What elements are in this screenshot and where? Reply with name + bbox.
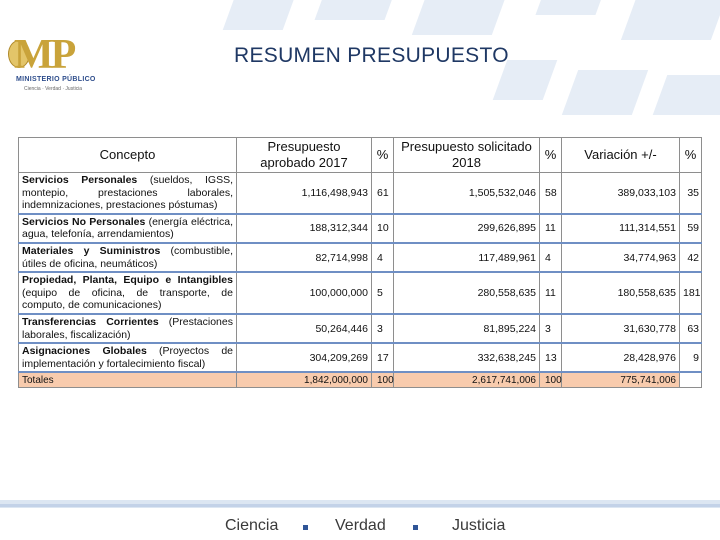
pct-solicitado-cell: 11 — [540, 272, 562, 314]
budget-table-container — [18, 137, 701, 388]
table-row — [19, 243, 702, 272]
concepto-name: Asignaciones Globales — [22, 345, 147, 358]
variacion-cell: 34,774,963 — [562, 243, 680, 272]
variacion-cell: 180,558,635 — [562, 272, 680, 314]
totals-label: Totales — [19, 372, 237, 388]
concepto-cell — [19, 272, 237, 314]
variacion-cell: 111,314,551 — [562, 214, 680, 243]
aprobado-cell: 1,116,498,943 — [237, 173, 372, 214]
col-header-pct-variacion: % — [680, 138, 702, 173]
table-row — [19, 314, 702, 343]
aprobado-cell: 50,264,446 — [237, 314, 372, 343]
concepto-detail: (energía eléctrica, agua, telefonía, arrendamientos) — [22, 215, 233, 241]
concepto-detail: (combustible, útiles de oficina, neumáticos) — [22, 244, 233, 270]
footer-word-verdad: Verdad — [335, 517, 386, 534]
concepto-detail: (Prestaciones laborales, fiscalización) — [22, 315, 233, 341]
pct-solicitado-cell: 13 — [540, 343, 562, 372]
table-row — [19, 173, 702, 214]
footer-band-line — [0, 504, 720, 507]
pct-aprobado-cell: 17 — [372, 343, 394, 372]
pct-solicitado-cell: 3 — [540, 314, 562, 343]
totals-variacion: 775,741,006 — [562, 372, 680, 388]
totals-aprobado: 1,842,000,000 — [237, 372, 372, 388]
col-header-aprobado: Presupuesto aprobado 2017 — [237, 138, 372, 173]
pct-variacion-cell: 42 — [680, 243, 702, 272]
pct-variacion-cell: 181 — [680, 272, 702, 314]
variacion-cell: 389,033,103 — [562, 173, 680, 214]
pct-variacion-cell: 59 — [680, 214, 702, 243]
pct-aprobado-cell: 10 — [372, 214, 394, 243]
table-header-row — [19, 138, 702, 173]
pct-solicitado-cell: 11 — [540, 214, 562, 243]
concepto-name: Transferencias Corrientes — [22, 315, 159, 328]
logo-mark: MP — [14, 32, 74, 78]
solicitado-cell: 332,638,245 — [394, 343, 540, 372]
col-header-pct-solicitado: % — [540, 138, 562, 173]
aprobado-cell: 82,714,998 — [237, 243, 372, 272]
col-header-pct-aprobado: % — [372, 138, 394, 173]
concepto-name: Materiales y Suministros — [22, 244, 161, 257]
solicitado-cell: 81,895,224 — [394, 314, 540, 343]
pct-aprobado-cell: 5 — [372, 272, 394, 314]
ministerio-publico-logo — [8, 34, 120, 94]
pct-aprobado-cell: 3 — [372, 314, 394, 343]
totals-pct-aprobado: 100 — [372, 372, 394, 388]
bullet-icon — [413, 525, 418, 530]
concepto-name: Servicios Personales — [22, 174, 138, 186]
concepto-cell — [19, 214, 237, 243]
solicitado-cell: 1,505,532,046 — [394, 173, 540, 214]
variacion-cell: 28,428,976 — [562, 343, 680, 372]
table-row — [19, 343, 702, 372]
pct-variacion-cell: 63 — [680, 314, 702, 343]
aprobado-cell: 304,209,269 — [237, 343, 372, 372]
concepto-name: Servicios No Personales — [22, 215, 146, 228]
concepto-detail: (sueldos, IGSS, montepio, prestaciones laborales, indemnizaciones, prestaciones póstumas) — [22, 174, 233, 212]
solicitado-cell: 117,489,961 — [394, 243, 540, 272]
concepto-name: Propiedad, Planta, Equipo e Intangibles — [22, 274, 233, 287]
solicitado-cell: 299,626,895 — [394, 214, 540, 243]
footer-motto — [0, 515, 720, 539]
bullet-icon — [303, 525, 308, 530]
concepto-cell — [19, 173, 237, 214]
concepto-detail: (Proyectos de implementación y fortalecimiento fiscal) — [22, 345, 233, 370]
totals-row — [19, 372, 702, 388]
footer-word-justicia: Justicia — [452, 517, 506, 534]
variacion-cell: 31,630,778 — [562, 314, 680, 343]
aprobado-cell: 188,312,344 — [237, 214, 372, 243]
totals-solicitado: 2,617,741,006 — [394, 372, 540, 388]
pct-aprobado-cell: 61 — [372, 173, 394, 214]
solicitado-cell: 280,558,635 — [394, 272, 540, 314]
table-row — [19, 214, 702, 243]
pct-solicitado-cell: 58 — [540, 173, 562, 214]
col-header-variacion: Variación +/- — [562, 138, 680, 173]
page-title: RESUMEN PRESUPUESTO — [234, 44, 509, 67]
col-header-solicitado: Presupuesto solicitado 2018 — [394, 138, 540, 173]
concepto-detail: (equipo de oficina, de transporte, de computo, de comunicaciones) — [22, 286, 233, 312]
pct-variacion-cell: 9 — [680, 343, 702, 372]
logo-subtitle: MINISTERIO PÚBLICO — [16, 76, 96, 83]
logo-tagline: Ciencia · Verdad · Justicia — [24, 86, 83, 92]
pct-aprobado-cell: 4 — [372, 243, 394, 272]
pct-solicitado-cell: 4 — [540, 243, 562, 272]
budget-summary-table — [18, 137, 702, 388]
col-header-concepto: Concepto — [19, 138, 237, 173]
footer-word-ciencia: Ciencia — [225, 517, 279, 534]
concepto-cell — [19, 314, 237, 343]
concepto-cell — [19, 343, 237, 372]
pct-variacion-cell: 35 — [680, 173, 702, 214]
totals-pct-variacion — [680, 372, 702, 388]
aprobado-cell: 100,000,000 — [237, 272, 372, 314]
table-row — [19, 272, 702, 314]
concepto-cell — [19, 243, 237, 272]
totals-pct-solicitado: 100 — [540, 372, 562, 388]
